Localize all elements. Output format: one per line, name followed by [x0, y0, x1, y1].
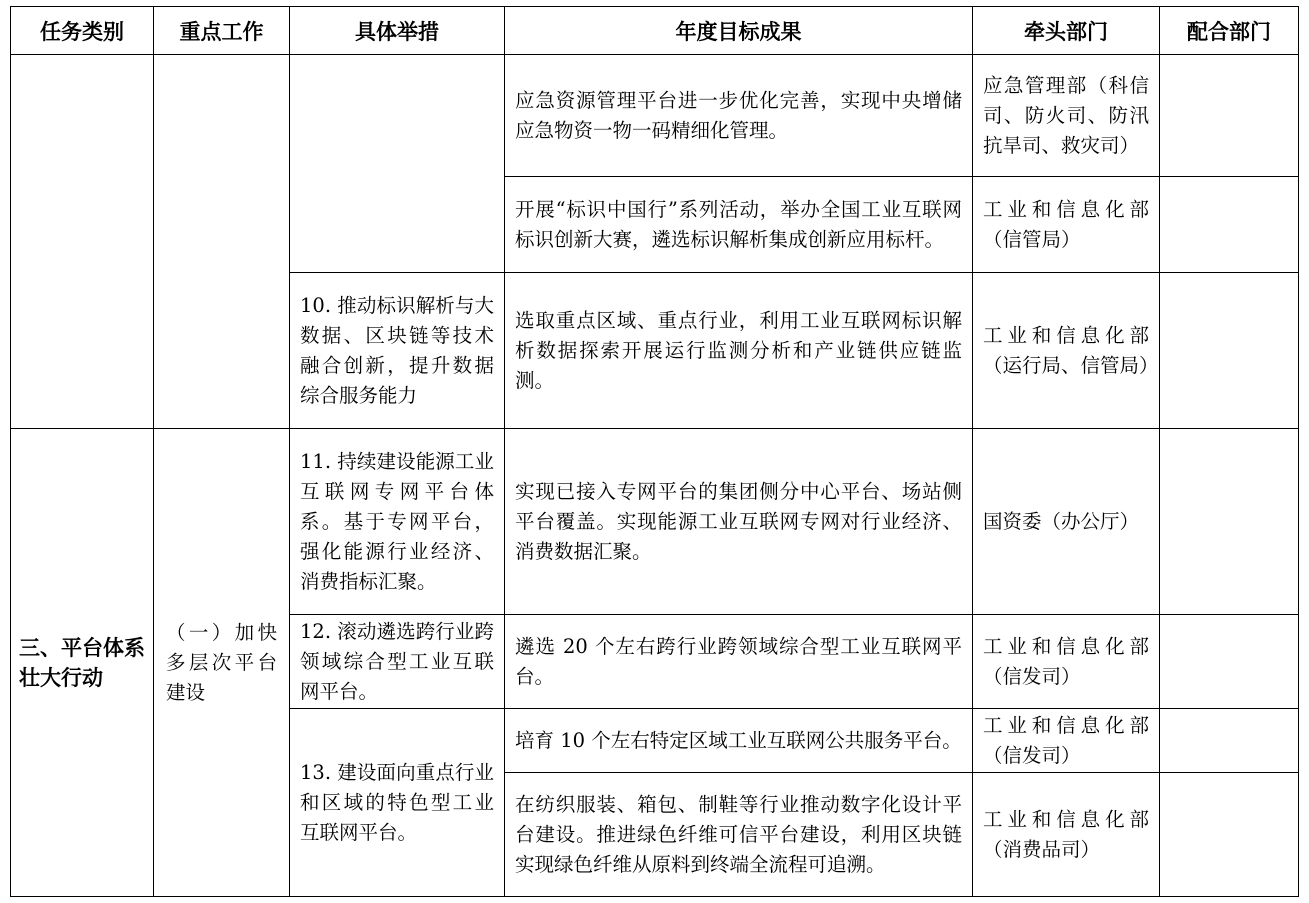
goal-cell: 遴选 20 个左右跨行业跨领域综合型工业互联网平台。: [505, 615, 973, 709]
lead-dept-cell: 工业和信息化部（信管局）: [973, 177, 1160, 273]
lead-dept-cell: 工业和信息化部（信发司）: [973, 709, 1160, 773]
measure-cell-empty: [290, 55, 505, 273]
task-table: [10, 6, 1299, 897]
measure-cell: 13. 建设面向重点行业和区域的特色型工业互联网平台。: [290, 709, 505, 897]
category-cell-empty: [11, 55, 154, 429]
header-support-dept: 配合部门: [1160, 7, 1299, 55]
header-measures: 具体举措: [290, 7, 505, 55]
support-dept-cell: [1160, 273, 1299, 429]
table-row: [11, 429, 1299, 615]
goal-cell: 实现已接入专网平台的集团侧分中心平台、场站侧平台覆盖。实现能源工业互联网专网对行业经济、消费数据汇聚。: [505, 429, 973, 615]
header-annual-goals: 年度目标成果: [505, 7, 973, 55]
lead-dept-cell: 工业和信息化部（消费品司）: [973, 773, 1160, 897]
table-header-row: [11, 7, 1299, 55]
measure-cell: 10. 推动标识解析与大数据、区块链等技术融合创新，提升数据综合服务能力: [290, 273, 505, 429]
goal-cell: 应急资源管理平台进一步优化完善，实现中央增储应急物资一物一码精细化管理。: [505, 55, 973, 177]
lead-dept-cell: 工业和信息化部（信发司）: [973, 615, 1160, 709]
lead-dept-cell: 工业和信息化部（运行局、信管局）: [973, 273, 1160, 429]
support-dept-cell: [1160, 55, 1299, 177]
goal-cell: 在纺织服装、箱包、制鞋等行业推动数字化设计平台建设。推进绿色纤维可信平台建设，利用区块链实现绿色纤维从原料到终端全流程可追溯。: [505, 773, 973, 897]
measure-cell: 11. 持续建设能源工业互联网专网平台体系。基于专网平台，强化能源行业经济、消费指标汇聚。: [290, 429, 505, 615]
support-dept-cell: [1160, 773, 1299, 897]
support-dept-cell: [1160, 429, 1299, 615]
support-dept-cell: [1160, 709, 1299, 773]
measure-cell: 12. 滚动遴选跨行业跨领域综合型工业互联网平台。: [290, 615, 505, 709]
goal-cell: 选取重点区域、重点行业，利用工业互联网标识解析数据探索开展运行监测分析和产业链供应链监测。: [505, 273, 973, 429]
header-task-category: 任务类别: [11, 7, 154, 55]
lead-dept-cell: 国资委（办公厅）: [973, 429, 1160, 615]
header-lead-dept: 牵头部门: [973, 7, 1160, 55]
category-cell: 三、平台体系壮大行动: [11, 429, 154, 897]
support-dept-cell: [1160, 615, 1299, 709]
goal-cell: 开展“标识中国行”系列活动，举办全国工业互联网标识创新大赛，遴选标识解析集成创新应用标杆。: [505, 177, 973, 273]
support-dept-cell: [1160, 177, 1299, 273]
header-key-work: 重点工作: [154, 7, 290, 55]
table-row: [11, 55, 1299, 177]
goal-cell: 培育 10 个左右特定区域工业互联网公共服务平台。: [505, 709, 973, 773]
work-cell: （一）加快多层次平台建设: [154, 429, 290, 897]
lead-dept-cell: 应急管理部（科信司、防火司、防汛抗旱司、救灾司）: [973, 55, 1160, 177]
work-cell-empty: [154, 55, 290, 429]
